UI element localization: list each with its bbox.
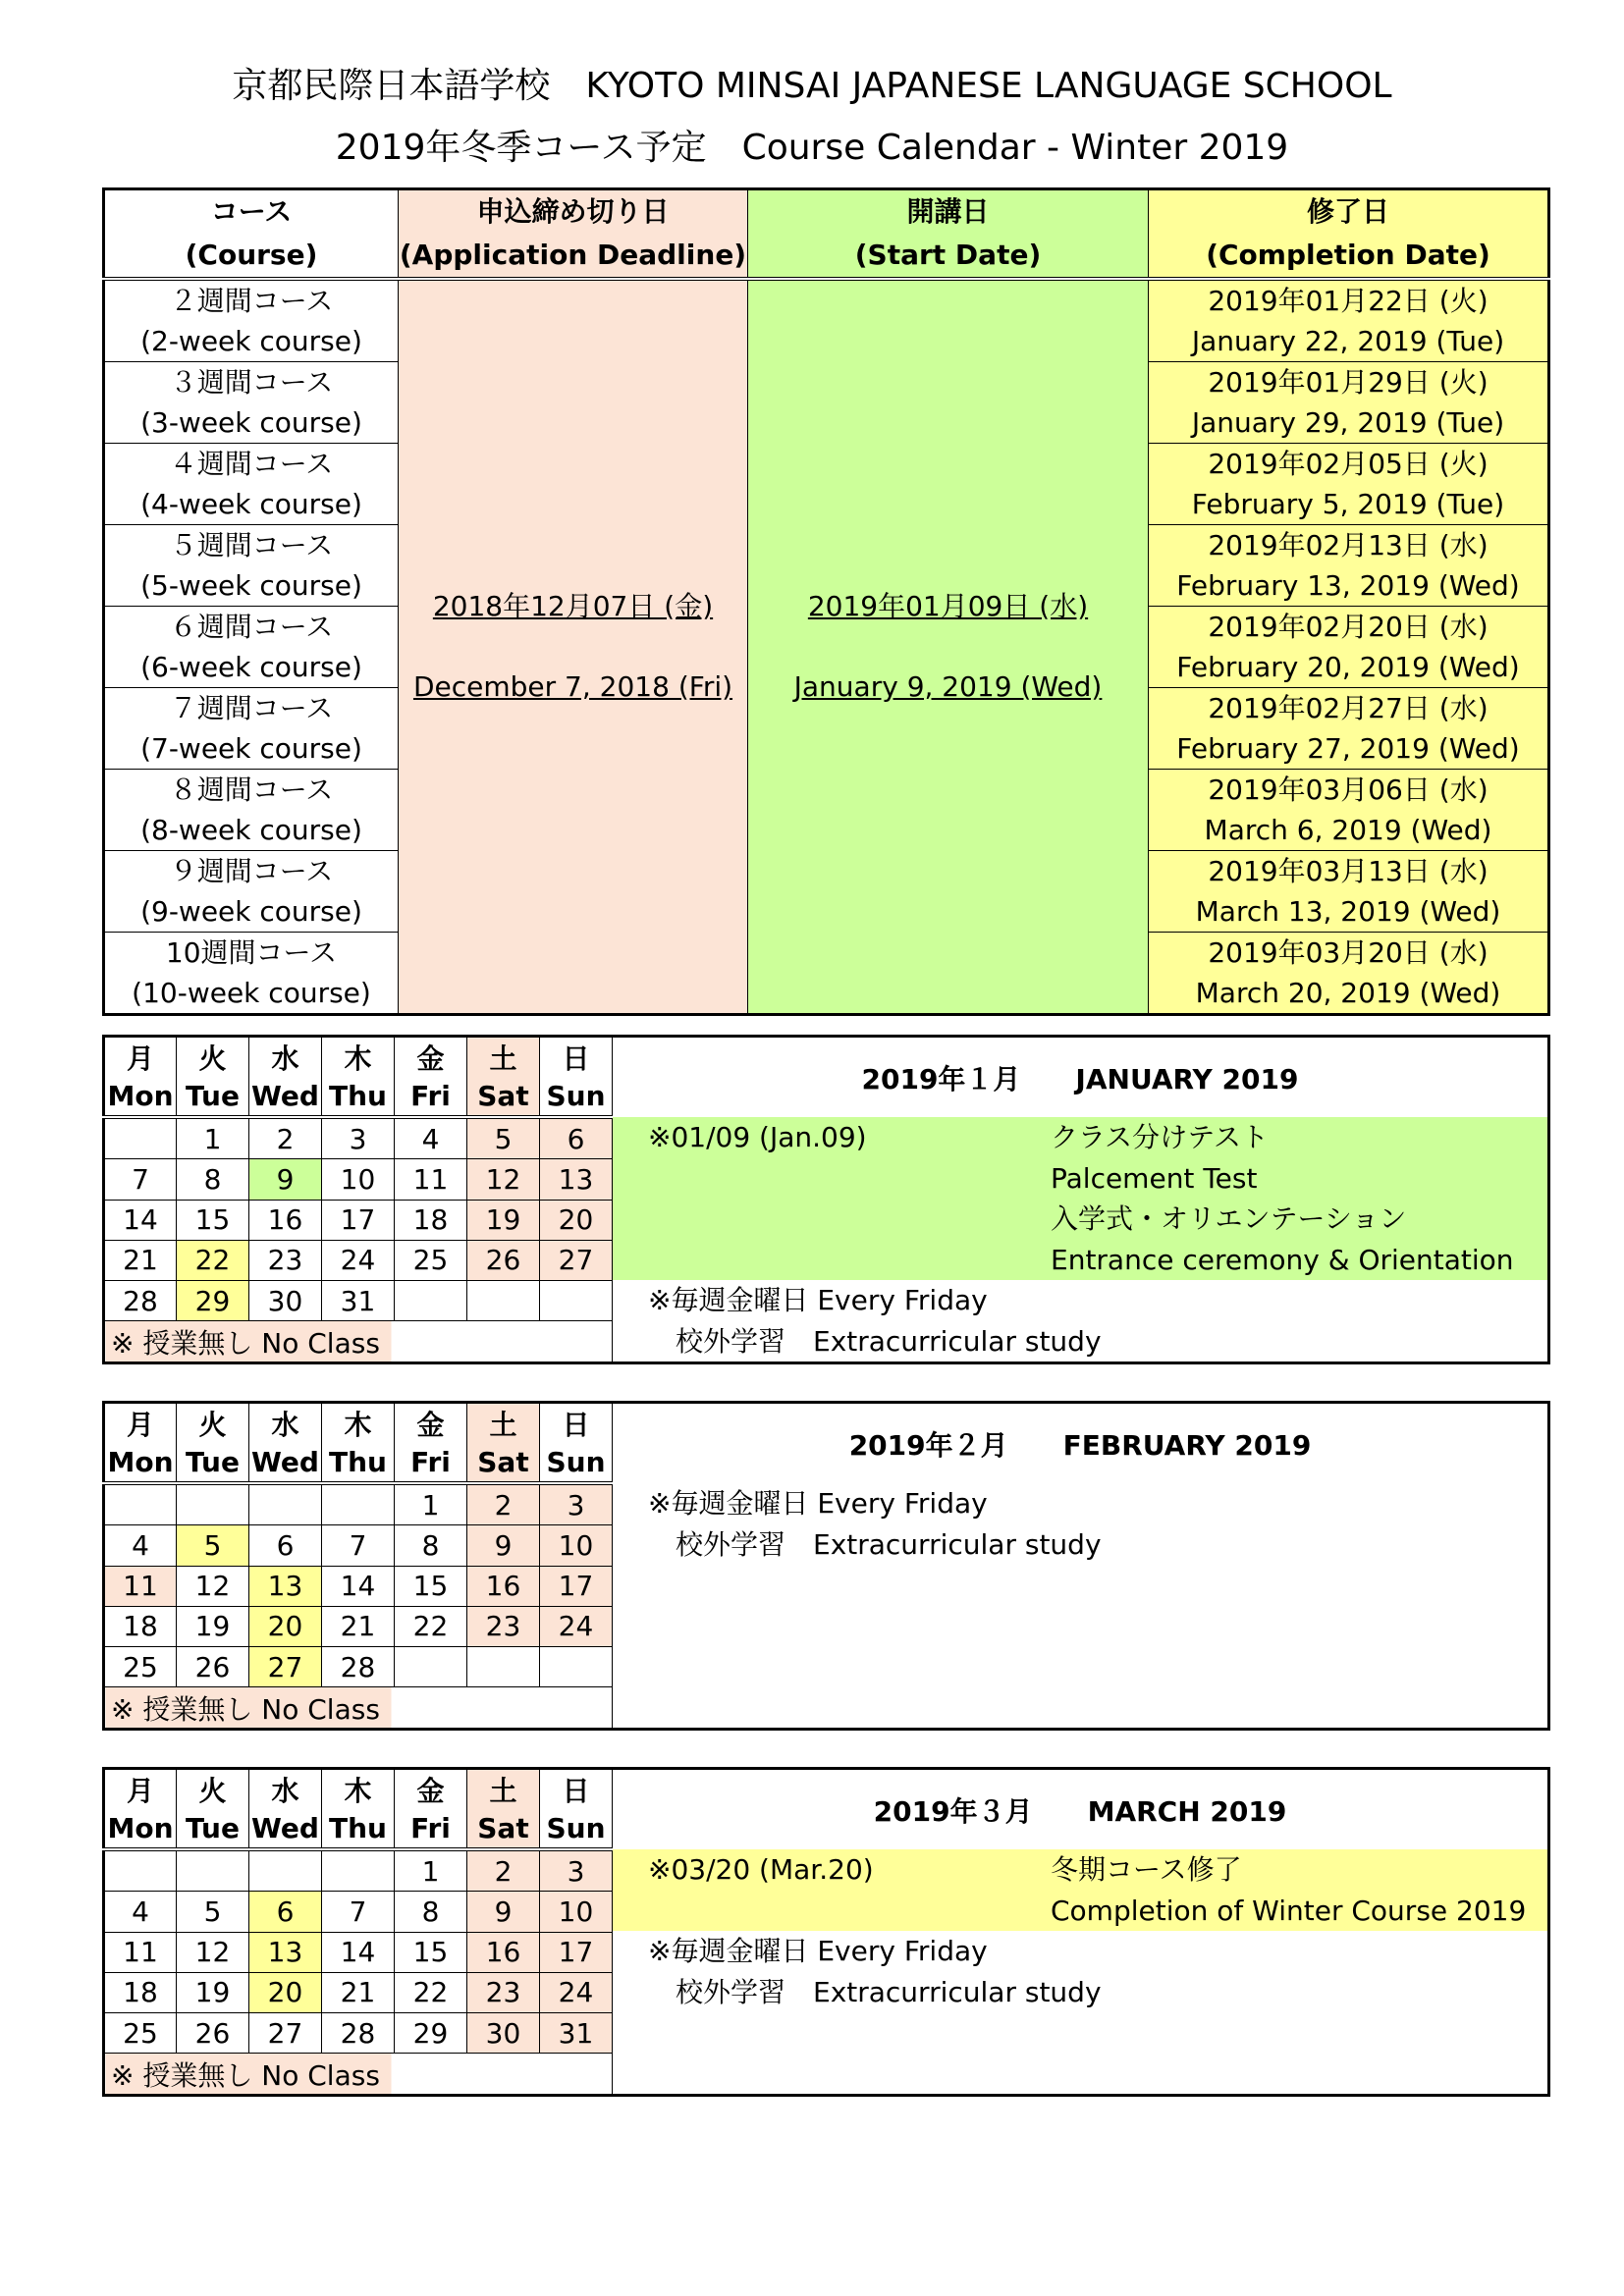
- calendar-day: 6: [249, 1525, 322, 1566]
- calendar-day: 3: [322, 1117, 395, 1159]
- calendar-day: 18: [104, 1972, 177, 2012]
- calendar-day: 1: [395, 1483, 467, 1525]
- calendar-day: 28: [104, 1280, 177, 1320]
- weekday-en: Sat: [467, 1809, 540, 1849]
- calendar-day: 11: [395, 1159, 467, 1200]
- course-name: ７週間コース (7-week course): [104, 688, 399, 770]
- month-calendar: [102, 1767, 1550, 2097]
- calendar-day: 15: [395, 1566, 467, 1606]
- calendar-day: 9: [467, 1892, 540, 1932]
- weekday-en: Fri: [395, 1077, 467, 1117]
- course-name: ８週間コース (8-week course): [104, 770, 399, 851]
- calendar-day: 17: [540, 1566, 613, 1606]
- weekday-jp: 木: [322, 1403, 395, 1444]
- month-notes: [613, 1117, 1549, 1363]
- calendar-day: [104, 1483, 177, 1525]
- calendar-day: 19: [177, 1606, 249, 1646]
- calendar-day: 8: [395, 1892, 467, 1932]
- calendar-day: 27: [249, 2012, 322, 2053]
- completion-date: 2019年02月05日 (火) February 5, 2019 (Tue): [1149, 444, 1549, 525]
- weekday-jp: 木: [322, 1769, 395, 1810]
- note-line: Palcement Test: [613, 1158, 1547, 1200]
- month-title: 2019年３月 MARCH 2019: [613, 1769, 1549, 1850]
- weekday-en: Wed: [249, 1443, 322, 1483]
- deadline-en: December 7, 2018 (Fri): [412, 670, 733, 703]
- calendar-day: 19: [177, 1972, 249, 2012]
- calendar-day: 1: [177, 1117, 249, 1159]
- weekday-en: Tue: [177, 1809, 249, 1849]
- calendar-day: 6: [249, 1892, 322, 1932]
- month-notes: [613, 1483, 1549, 1730]
- no-class-legend: ※ 授業無し No Class: [104, 1687, 613, 1730]
- calendar-day: 13: [540, 1159, 613, 1200]
- calendar-day: 4: [395, 1117, 467, 1159]
- calendar-day: 31: [540, 2012, 613, 2053]
- calendar-day: 14: [104, 1200, 177, 1240]
- application-deadline-cell: [399, 279, 748, 1015]
- calendar-day: 13: [249, 1566, 322, 1606]
- calendar-day: 24: [322, 1240, 395, 1280]
- note-line: ※01/09 (Jan.09) クラス分けテスト: [613, 1117, 1547, 1158]
- weekday-en: Mon: [104, 1809, 177, 1849]
- weekday-jp: 木: [322, 1037, 395, 1078]
- note-line: 校外学習 Extracurricular study: [648, 1975, 1102, 2008]
- calendar-day: 25: [104, 2012, 177, 2053]
- course-table-header: [104, 189, 1549, 280]
- note-line: [613, 1646, 1547, 1687]
- calendar-day: 16: [467, 1932, 540, 1972]
- completion-date: 2019年01月29日 (火) January 29, 2019 (Tue): [1149, 362, 1549, 444]
- weekday-en: Mon: [104, 1077, 177, 1117]
- calendar-day: 7: [322, 1892, 395, 1932]
- weekday-jp: 火: [177, 1037, 249, 1078]
- calendar-day: 12: [177, 1932, 249, 1972]
- calendar-day: 2: [467, 1849, 540, 1892]
- course-name: ９週間コース (9-week course): [104, 851, 399, 933]
- calendar-day: 28: [322, 1646, 395, 1686]
- note-line: ※03/20 (Mar.20) 冬期コース修了: [613, 1849, 1547, 1891]
- completion-date: 2019年02月20日 (水) February 20, 2019 (Wed): [1149, 607, 1549, 688]
- start-date-jp: 2019年01月09日 (水): [807, 590, 1089, 622]
- weekday-jp: 土: [467, 1403, 540, 1444]
- weekday-jp: 水: [249, 1037, 322, 1078]
- calendar-day: 24: [540, 1606, 613, 1646]
- calendar-day: 15: [177, 1200, 249, 1240]
- month-title: 2019年１月 JANUARY 2019: [613, 1037, 1549, 1118]
- calendar-day: 27: [540, 1240, 613, 1280]
- calendar-day: 26: [177, 2012, 249, 2053]
- calendar-day: 2: [467, 1483, 540, 1525]
- note-line: 校外学習 Extracurricular study: [648, 1527, 1102, 1561]
- calendar-day: 8: [395, 1525, 467, 1566]
- weekday-en: Wed: [249, 1809, 322, 1849]
- calendar-day: 5: [177, 1892, 249, 1932]
- calendar-day: 9: [249, 1159, 322, 1200]
- calendar-day: [322, 1483, 395, 1525]
- calendar-day: 12: [467, 1159, 540, 1200]
- calendar-day: [467, 1646, 540, 1686]
- calendar-day: 14: [322, 1932, 395, 1972]
- completion-date: 2019年02月13日 (水) February 13, 2019 (Wed): [1149, 525, 1549, 607]
- note-line: [613, 2054, 1547, 2095]
- weekday-en: Sun: [540, 1443, 613, 1483]
- note-line: ※毎週金曜日 Every Friday: [648, 1487, 988, 1520]
- calendar-day: 22: [395, 1972, 467, 2012]
- calendar-day: 10: [540, 1892, 613, 1932]
- weekday-jp: 土: [467, 1769, 540, 1810]
- calendar-day: 5: [177, 1525, 249, 1566]
- note-line: [613, 1687, 1547, 1729]
- weekday-jp: 土: [467, 1037, 540, 1078]
- calendar-day: 13: [249, 1932, 322, 1972]
- note-line: Entrance ceremony & Orientation: [613, 1240, 1547, 1281]
- calendar-day: 12: [177, 1566, 249, 1606]
- note-line: ※毎週金曜日 Every Friday: [648, 1284, 988, 1316]
- calendar-day: 27: [249, 1646, 322, 1686]
- calendar-day: 29: [395, 2012, 467, 2053]
- calendar-day: [395, 1646, 467, 1686]
- month-calendar: [102, 1401, 1550, 1731]
- calendar-day: 23: [467, 1972, 540, 2012]
- calendar-day: 4: [104, 1525, 177, 1566]
- course-name: ２週間コース (2-week course): [104, 279, 399, 362]
- completion-date: 2019年02月27日 (水) February 27, 2019 (Wed): [1149, 688, 1549, 770]
- header-completion-date: 修了日 (Completion Date): [1149, 189, 1549, 280]
- calendar-day: 24: [540, 1972, 613, 2012]
- weekday-jp: 水: [249, 1403, 322, 1444]
- completion-date: 2019年03月20日 (水) March 20, 2019 (Wed): [1149, 933, 1549, 1015]
- calendar-day: 22: [177, 1240, 249, 1280]
- weekday-en: Sat: [467, 1077, 540, 1117]
- weekday-jp: 金: [395, 1403, 467, 1444]
- weekday-en: Thu: [322, 1443, 395, 1483]
- calendar-day: 20: [249, 1606, 322, 1646]
- calendar-day: [395, 1280, 467, 1320]
- weekday-en: Mon: [104, 1443, 177, 1483]
- start-date-en: January 9, 2019 (Wed): [793, 670, 1103, 703]
- calendar-day: 2: [249, 1117, 322, 1159]
- calendar-day: 17: [540, 1932, 613, 1972]
- weekday-jp: 月: [104, 1403, 177, 1444]
- calendar-day: 23: [467, 1606, 540, 1646]
- calendar-day: 22: [395, 1606, 467, 1646]
- calendar-day: 30: [249, 1280, 322, 1320]
- note-line: [613, 1606, 1547, 1647]
- weekday-jp: 火: [177, 1403, 249, 1444]
- calendar-day: 20: [249, 1972, 322, 2012]
- calendar-day: 18: [395, 1200, 467, 1240]
- no-class-legend: ※ 授業無し No Class: [104, 1321, 613, 1363]
- weekday-jp: 日: [540, 1037, 613, 1078]
- weekday-en: Tue: [177, 1077, 249, 1117]
- calendar-day: 3: [540, 1483, 613, 1525]
- calendar-day: [104, 1117, 177, 1159]
- weekday-jp: 金: [395, 1037, 467, 1078]
- weekday-en: Tue: [177, 1443, 249, 1483]
- note-line: [613, 1565, 1547, 1606]
- calendar-day: 29: [177, 1280, 249, 1320]
- calendar-day: [177, 1849, 249, 1892]
- calendar-day: [177, 1483, 249, 1525]
- course-row: [104, 279, 1549, 362]
- weekday-jp: 金: [395, 1769, 467, 1810]
- calendar-day: 3: [540, 1849, 613, 1892]
- weekday-en: Fri: [395, 1443, 467, 1483]
- weekday-en: Sun: [540, 1809, 613, 1849]
- calendar-day: [467, 1280, 540, 1320]
- calendar-day: 11: [104, 1566, 177, 1606]
- calendar-day: 18: [104, 1606, 177, 1646]
- calendar-day: 19: [467, 1200, 540, 1240]
- course-name: ６週間コース (6-week course): [104, 607, 399, 688]
- calendar-day: 20: [540, 1200, 613, 1240]
- calendar-day: 28: [322, 2012, 395, 2053]
- month-title: 2019年２月 FEBRUARY 2019: [613, 1403, 1549, 1484]
- weekday-jp: 火: [177, 1769, 249, 1810]
- calendar-day: 11: [104, 1932, 177, 1972]
- weekday-en: Sun: [540, 1077, 613, 1117]
- weekday-jp: 月: [104, 1037, 177, 1078]
- course-name: ４週間コース (4-week course): [104, 444, 399, 525]
- calendar-day: 17: [322, 1200, 395, 1240]
- calendar-day: [540, 1280, 613, 1320]
- calendar-day: 14: [322, 1566, 395, 1606]
- calendar-day: 26: [177, 1646, 249, 1686]
- calendar-day: 16: [249, 1200, 322, 1240]
- calendar-day: 6: [540, 1117, 613, 1159]
- calendar-day: [322, 1849, 395, 1892]
- note-line: Completion of Winter Course 2019: [613, 1891, 1547, 1932]
- header-course: コース (Course): [104, 189, 399, 280]
- calendar-day: 21: [322, 1606, 395, 1646]
- calendar-day: [104, 1849, 177, 1892]
- page-title: 京都民際日本語学校 KYOTO MINSAI JAPANESE LANGUAGE SCHOOL: [232, 66, 1392, 106]
- weekday-jp: 日: [540, 1769, 613, 1810]
- calendar-day: 7: [104, 1159, 177, 1200]
- completion-date: 2019年03月13日 (水) March 13, 2019 (Wed): [1149, 851, 1549, 933]
- calendar-day: 21: [104, 1240, 177, 1280]
- calendar-day: 25: [104, 1646, 177, 1686]
- weekday-en: Fri: [395, 1809, 467, 1849]
- calendar-day: [540, 1646, 613, 1686]
- start-date-cell: [748, 279, 1149, 1015]
- course-name: ３週間コース (3-week course): [104, 362, 399, 444]
- calendar-day: 9: [467, 1525, 540, 1566]
- weekday-jp: 月: [104, 1769, 177, 1810]
- calendar-day: 8: [177, 1159, 249, 1200]
- note-line: ※毎週金曜日 Every Friday: [648, 1935, 988, 1967]
- calendar-day: 10: [540, 1525, 613, 1566]
- calendar-day: 4: [104, 1892, 177, 1932]
- weekday-en: Thu: [322, 1077, 395, 1117]
- calendar-day: 5: [467, 1117, 540, 1159]
- calendar-day: [249, 1849, 322, 1892]
- course-name: 10週間コース (10-week course): [104, 933, 399, 1015]
- deadline-jp: 2018年12月07日 (金): [432, 590, 714, 622]
- weekday-en: Sat: [467, 1443, 540, 1483]
- calendar-day: 23: [249, 1240, 322, 1280]
- month-calendar: [102, 1035, 1550, 1364]
- weekday-jp: 水: [249, 1769, 322, 1810]
- weekday-en: Wed: [249, 1077, 322, 1117]
- calendar-day: 31: [322, 1280, 395, 1320]
- calendar-day: [249, 1483, 322, 1525]
- note-line: 校外学習 Extracurricular study: [648, 1324, 1102, 1358]
- completion-date: 2019年01月22日 (火) January 22, 2019 (Tue): [1149, 279, 1549, 362]
- no-class-legend: ※ 授業無し No Class: [104, 2054, 613, 2096]
- course-schedule-table: [102, 187, 1550, 1016]
- calendar-day: 26: [467, 1240, 540, 1280]
- month-notes: [613, 1849, 1549, 2096]
- course-name: ５週間コース (5-week course): [104, 525, 399, 607]
- calendar-day: 15: [395, 1932, 467, 1972]
- calendar-day: 10: [322, 1159, 395, 1200]
- calendar-day: 1: [395, 1849, 467, 1892]
- calendar-day: 21: [322, 1972, 395, 2012]
- calendar-day: 7: [322, 1525, 395, 1566]
- weekday-jp: 日: [540, 1403, 613, 1444]
- calendar-day: 30: [467, 2012, 540, 2053]
- header-start-date: 開講日 (Start Date): [748, 189, 1149, 280]
- header-deadline: 申込締め切り日 (Application Deadline): [399, 189, 748, 280]
- calendar-day: 25: [395, 1240, 467, 1280]
- note-line: 入学式・オリエンテーション: [613, 1199, 1547, 1240]
- completion-date: 2019年03月06日 (水) March 6, 2019 (Wed): [1149, 770, 1549, 851]
- note-line: [613, 2012, 1547, 2054]
- page-subtitle: 2019年冬季コース予定 Course Calendar - Winter 2019: [335, 128, 1289, 168]
- weekday-en: Thu: [322, 1809, 395, 1849]
- calendar-day: 16: [467, 1566, 540, 1606]
